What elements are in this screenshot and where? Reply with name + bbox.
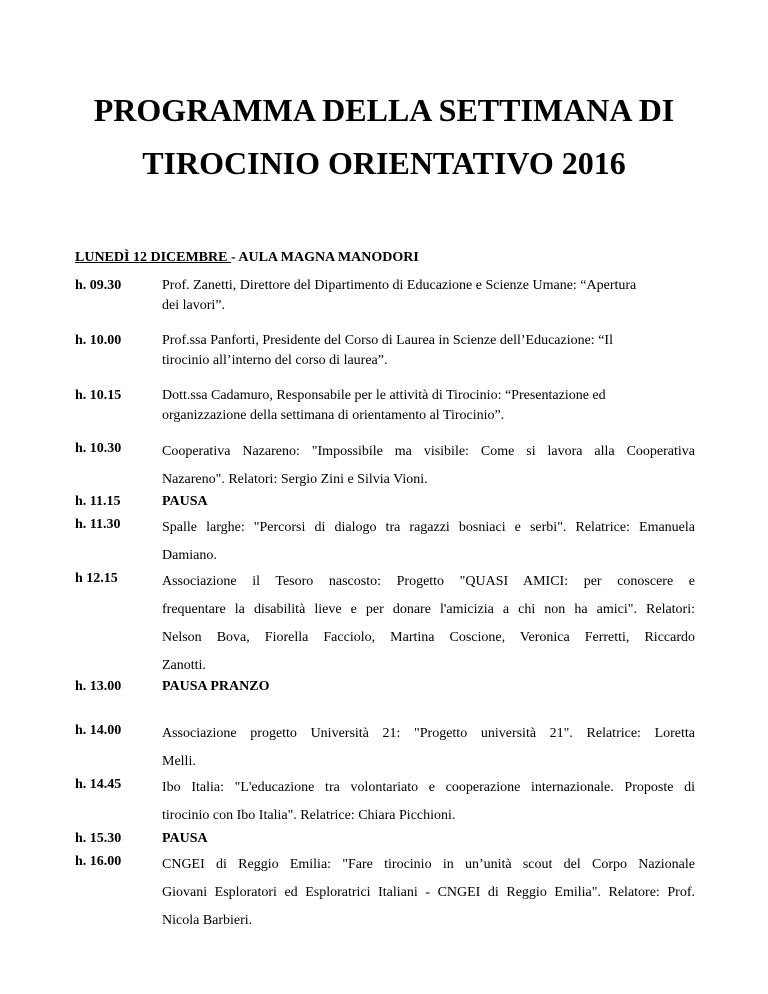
description-line: Cooperativa Nazareno: "Impossibile ma visibile: Come si lavora alla Cooperativa: [162, 444, 695, 459]
schedule-time: h. 13.00: [75, 679, 122, 694]
description-line: tirocinio con Ibo Italia". Relatrice: Chiara Picchioni.: [162, 808, 456, 823]
schedule-description: [162, 720, 695, 776]
description-line: PAUSA: [162, 831, 208, 846]
schedule-row: [75, 438, 695, 494]
section-venue: - AULA MAGNA MANODORI: [230, 250, 419, 265]
schedule-description: [162, 677, 695, 697]
schedule-time: h 12.15: [75, 571, 118, 586]
section-day: LUNEDÌ 12 DICEMBRE: [75, 250, 231, 265]
description-line: Damiano.: [162, 548, 217, 563]
description-line: Ibo Italia: "L'educazione tra volontariato e cooperazione internazionale. Proposte di: [162, 780, 695, 795]
schedule-description: [162, 331, 695, 371]
schedule-description: [162, 438, 695, 494]
schedule-description: [162, 568, 695, 680]
schedule-row: [75, 829, 695, 849]
schedule-time: h. 10.30: [75, 441, 122, 456]
description-line: Associazione progetto Università 21: "Progetto università 21". Relatrice: Loretta: [162, 726, 695, 741]
description-line: Associazione il Tesoro nascosto: Progetto "QUASI AMICI: per conoscere e: [162, 574, 695, 589]
description-line: tirocinio all’interno del corso di laurea”.: [162, 353, 388, 368]
description-line: Melli.: [162, 754, 196, 769]
schedule-time: h. 10.00: [75, 333, 122, 348]
schedule-time: h. 15.30: [75, 831, 122, 846]
schedule-time: h. 11.15: [75, 494, 121, 509]
schedule-description: [162, 386, 695, 426]
section-heading: [75, 249, 419, 267]
schedule-time: h. 09.30: [75, 278, 122, 293]
schedule-row: [75, 386, 695, 426]
description-line: Nelson Bova, Fiorella Facciolo, Martina Coscione, Veronica Ferretti, Riccardo: [162, 630, 695, 645]
schedule-time: h. 11.30: [75, 517, 121, 532]
schedule-time: h. 14.00: [75, 723, 122, 738]
description-line: PAUSA PRANZO: [162, 679, 270, 694]
schedule-row: [75, 720, 695, 776]
schedule-description: [162, 276, 695, 316]
schedule-time: h. 10.15: [75, 388, 122, 403]
schedule-row: [75, 276, 695, 316]
schedule-description: [162, 774, 695, 830]
description-line: Prof.ssa Panforti, Presidente del Corso di Laurea in Scienze dell’Educazione: “Il: [162, 333, 613, 348]
schedule-row: [75, 331, 695, 371]
page-title-line-1: PROGRAMMA DELLA SETTIMANA DI: [93, 92, 675, 128]
description-line: frequentare la disabilità lieve e per donare l'amicizia a chi non ha amici". Relatori:: [162, 602, 695, 617]
description-line: Dott.ssa Cadamuro, Responsabile per le attività di Tirocinio: “Presentazione ed: [162, 388, 606, 403]
description-line: Giovani Esploratori ed Esploratrici Italiani - CNGEI di Reggio Emilia". Relatore: Prof.: [162, 885, 695, 900]
description-line: Zanotti.: [162, 658, 206, 673]
schedule-description: [162, 492, 695, 512]
schedule-row: [75, 677, 695, 697]
description-line: CNGEI di Reggio Emilia: "Fare tirocinio in un’unità scout del Corpo Nazionale: [162, 857, 695, 872]
description-line: Prof. Zanetti, Direttore del Dipartimento di Educazione e Scienze Umane: “Apertura: [162, 278, 637, 293]
description-line: dei lavori”.: [162, 298, 225, 313]
schedule-row: [75, 774, 695, 830]
description-line: organizzazione della settimana di orientamento al Tirocinio”.: [162, 408, 505, 423]
schedule-row: [75, 851, 695, 935]
schedule-time: h. 14.45: [75, 777, 122, 792]
schedule-row: [75, 568, 695, 680]
description-line: Spalle larghe: "Percorsi di dialogo tra ragazzi bosniaci e serbi". Relatrice: Emanuela: [162, 520, 695, 535]
description-line: Nicola Barbieri.: [162, 913, 253, 928]
schedule-time: h. 16.00: [75, 854, 122, 869]
description-line: PAUSA: [162, 494, 208, 509]
page-title-line-2: TIROCINIO ORIENTATIVO 2016: [142, 145, 626, 181]
schedule-row: [75, 492, 695, 512]
schedule-row: [75, 514, 695, 570]
description-line: Nazareno". Relatori: Sergio Zini e Silvia Vioni.: [162, 472, 428, 487]
schedule-description: [162, 829, 695, 849]
schedule-description: [162, 851, 695, 935]
schedule-description: [162, 514, 695, 570]
